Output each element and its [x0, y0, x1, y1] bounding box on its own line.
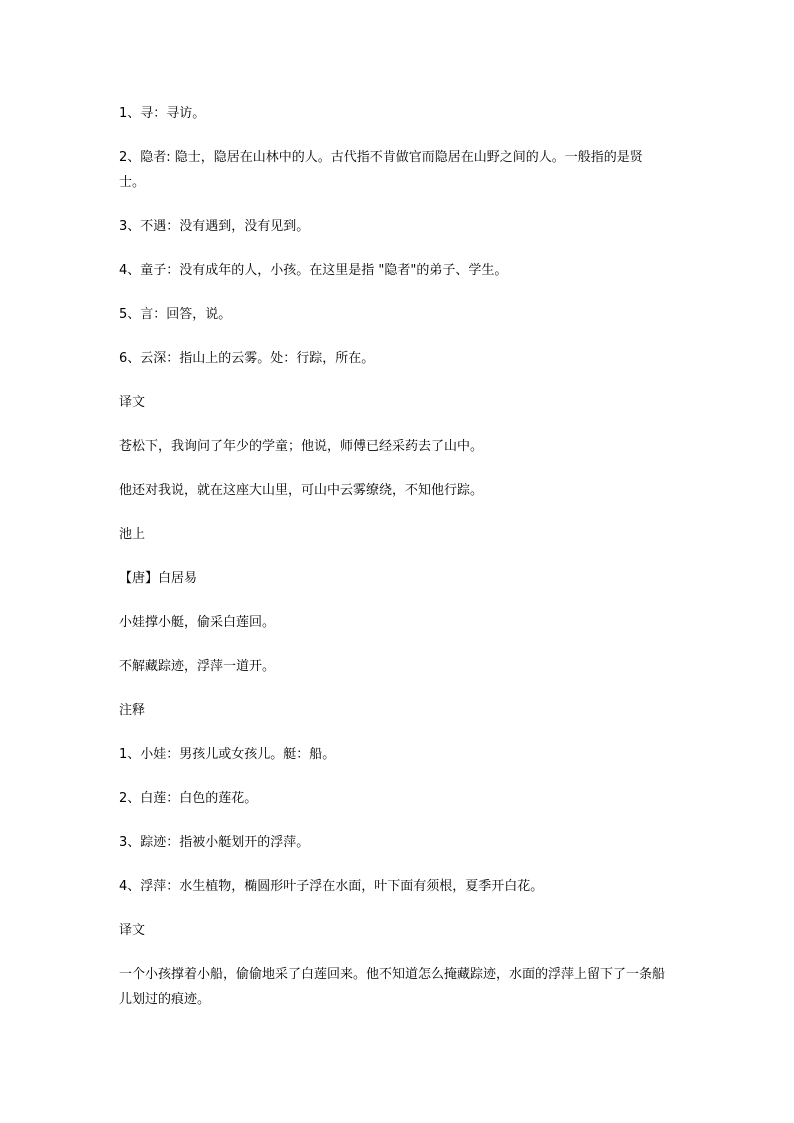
translation-line-1: 苍松下，我询问了年少的学童；他说，师傅已经采药去了山中。 [119, 439, 484, 454]
translation-heading-2: 译文 [119, 923, 146, 938]
note-buyu: 3、不遇：没有遇到，没有见到。 [119, 219, 310, 234]
poem-line-1: 小娃撑小艇，偷采白莲回。 [119, 615, 276, 630]
note-yan: 5、言：回答，说。 [119, 307, 232, 322]
document-body [119, 101, 667, 1031]
note-zongji: 3、踪迹：指被小艇划开的浮萍。 [119, 835, 310, 850]
poem-title: 池上 [119, 527, 146, 542]
translation-line-2: 他还对我说，就在这座大山里，可山中云雾缭绕，不知他行踪。 [119, 483, 484, 498]
note-bailian: 2、白莲：白色的莲花。 [119, 791, 258, 806]
poem-author: 【唐】白居易 [119, 571, 198, 586]
notes-heading: 注释 [119, 703, 146, 718]
poem-line-2: 不解藏踪迹，浮萍一道开。 [119, 659, 276, 674]
note-xiaowa: 1、小娃：男孩儿或女孩儿。艇：船。 [119, 747, 336, 762]
note-xun: 1、寻：寻访。 [119, 106, 206, 121]
note-yunshen: 6、云深：指山上的云雾。处：行踪，所在。 [119, 351, 375, 366]
note-yinzhe: 2、隐者: 隐士，隐居在山林中的人。古代指不肯做官而隐居在山野之间的人。一般指的是贤士。 [119, 150, 643, 190]
note-tongzi: 4、童子：没有成年的人，小孩。在这里是指 "隐者"的弟子、学生。 [119, 263, 508, 278]
translation-heading-1: 译文 [119, 395, 146, 410]
note-fuping: 4、浮萍：水生植物，椭圆形叶子浮在水面，叶下面有须根，夏季开白花。 [119, 879, 544, 894]
translation-line-3: 一个小孩撑着小船，偷偷地采了白莲回来。他不知道怎么掩藏踪迹，水面的浮萍上留下了一条船儿划过的痕迹。 [119, 967, 666, 1007]
